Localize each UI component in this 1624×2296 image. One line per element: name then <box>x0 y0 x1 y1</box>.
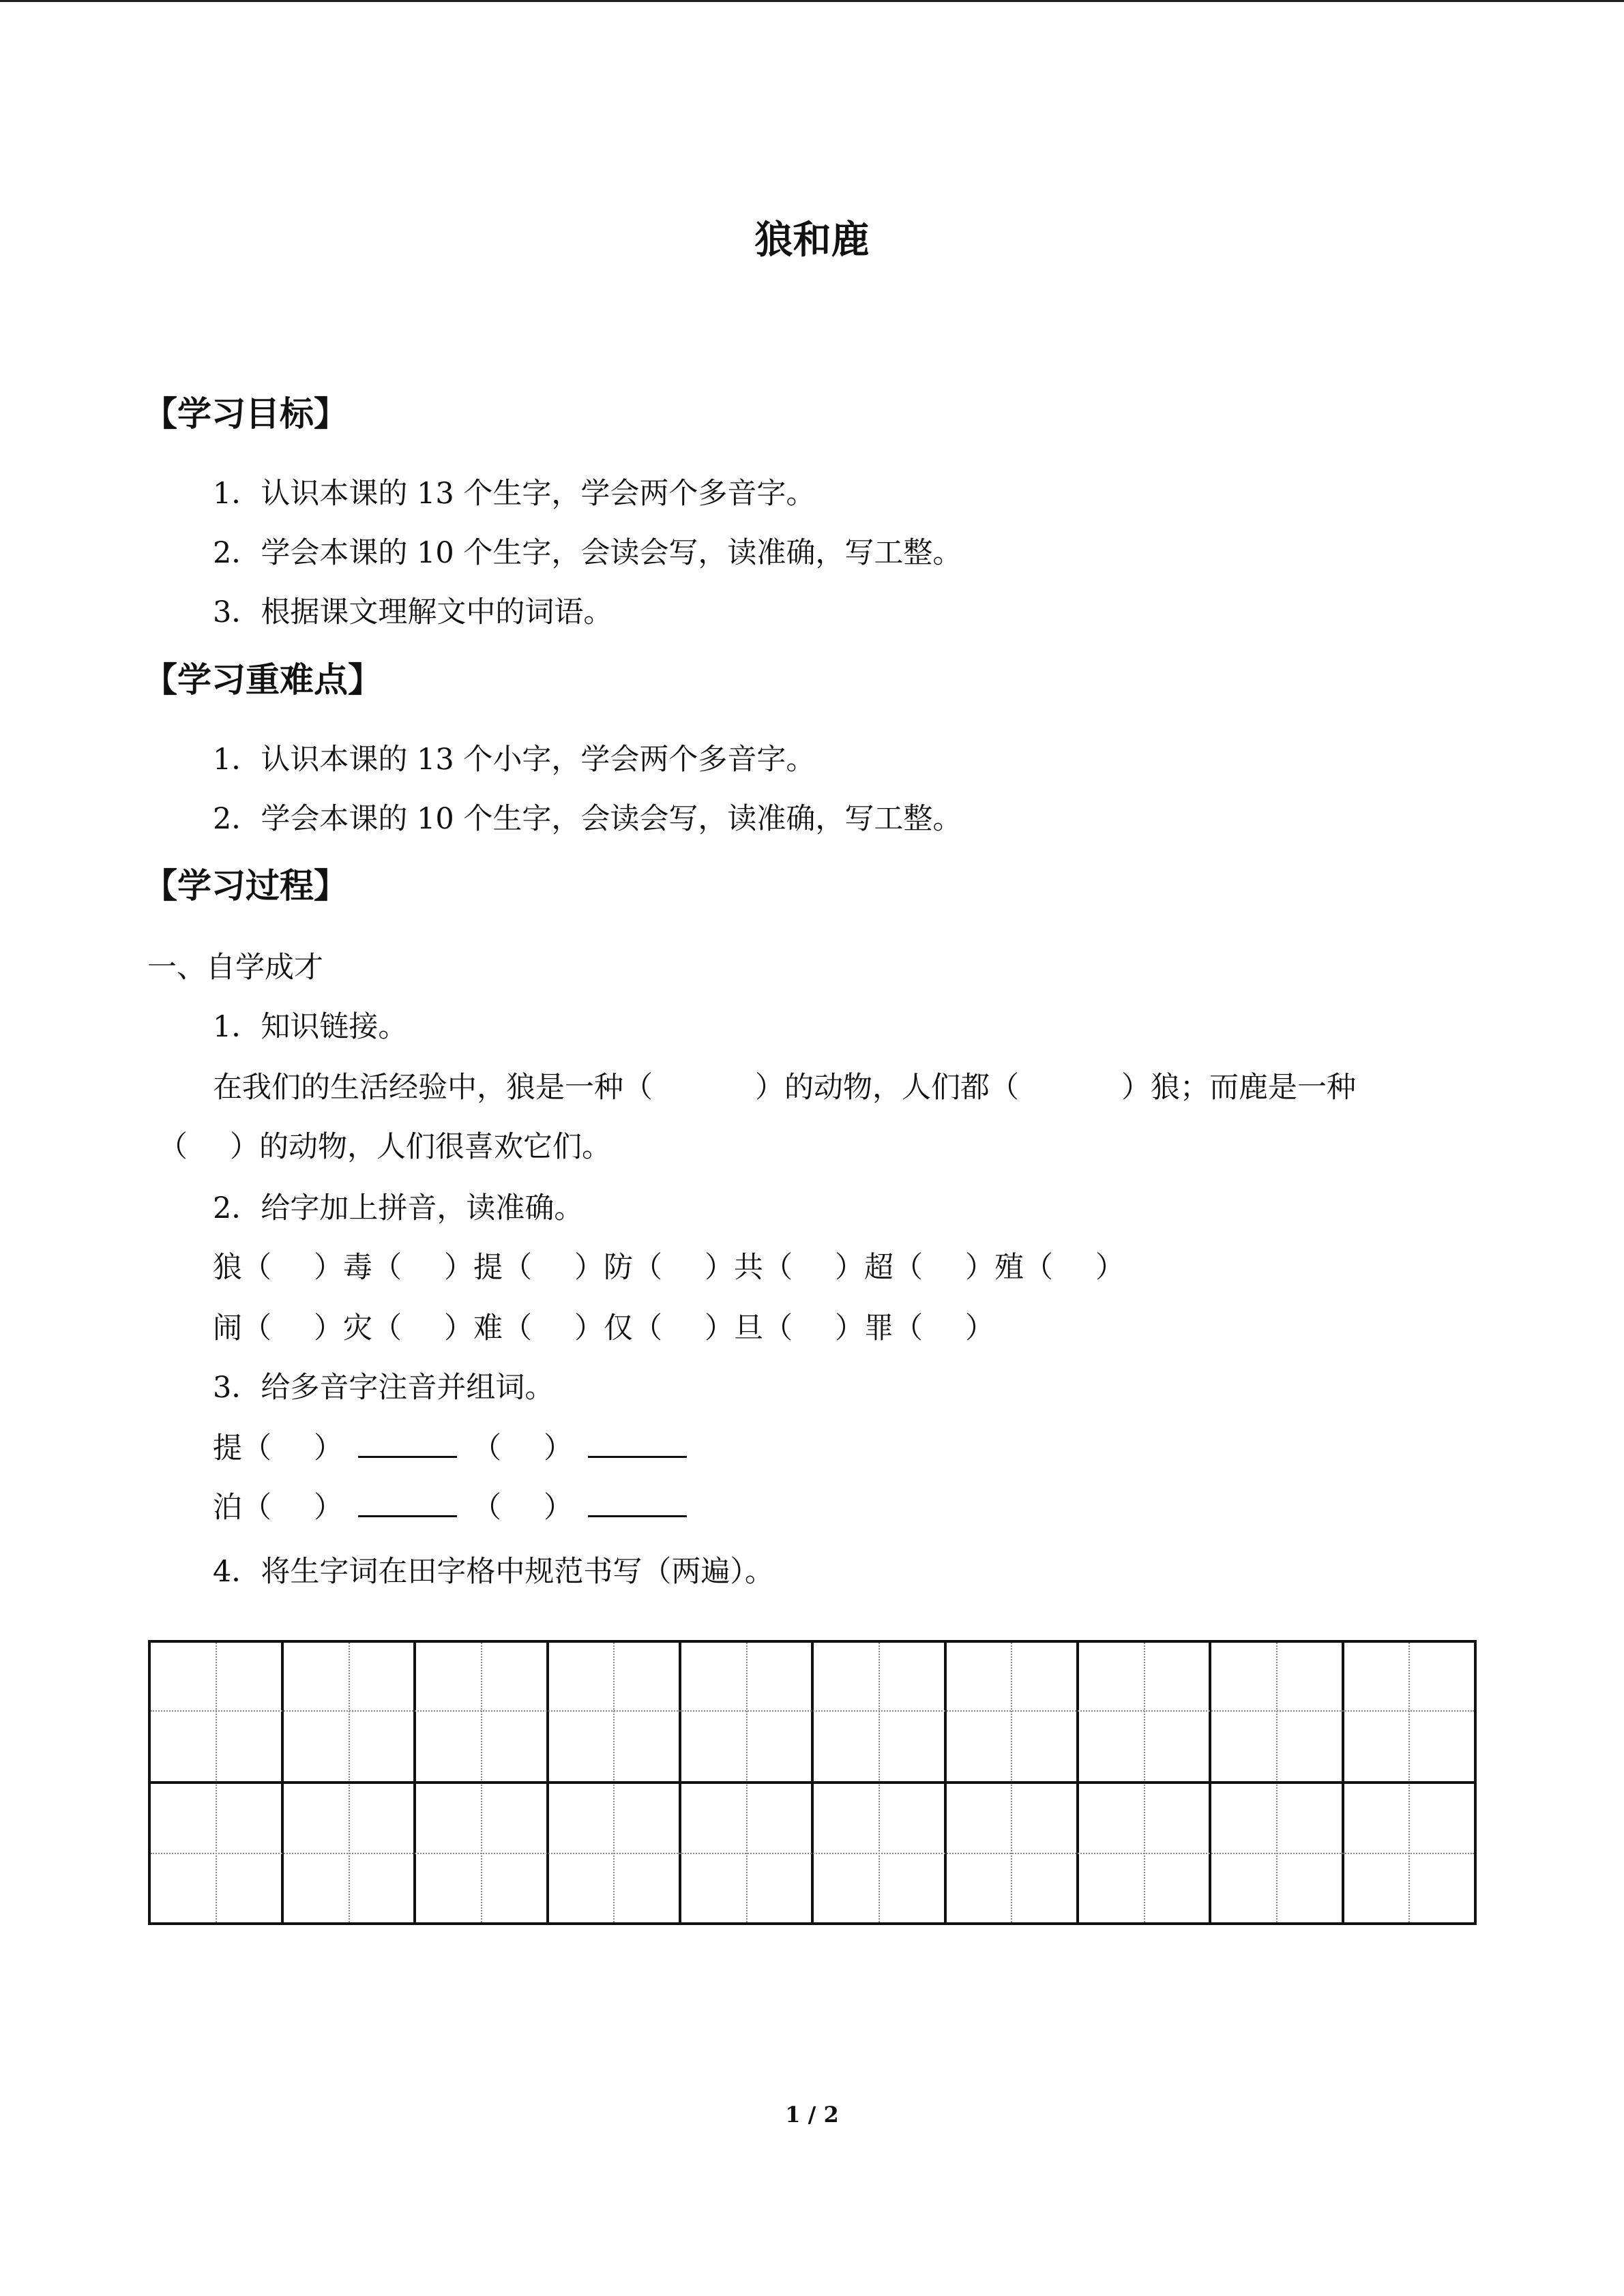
q3-row-1: 提（ ） （ ） <box>213 1428 687 1469</box>
word-blank[interactable] <box>358 1431 457 1458</box>
key-points-heading: 【学习重难点】 <box>143 660 382 700</box>
page-title: 狼和鹿 <box>754 218 870 263</box>
q1-label: 1．知识链接。 <box>213 1010 408 1044</box>
q3-row-2: 泊（ ） （ ） <box>213 1487 687 1528</box>
word-blank[interactable] <box>358 1491 457 1517</box>
q1-text-a: 在我们的生活经验中，狼是一种（ <box>213 1071 653 1105</box>
q2-row-2: 闹（ ）灾（ ）难（ ）仅（ ）旦（ ）罪（ ） <box>213 1311 994 1345</box>
q1-text-e: ）的动物，人们很喜欢它们。 <box>230 1130 611 1164</box>
q2-char: 防 <box>604 1251 633 1285</box>
q2-char: 狼 <box>213 1251 242 1285</box>
q4-label: 4．将生字词在田字格中规范书写（两遍）。 <box>213 1555 774 1589</box>
q1-text-b: ）的动物，人们都（ <box>755 1071 1019 1105</box>
q2-char: 殖 <box>994 1251 1024 1285</box>
top-border <box>0 0 1624 2</box>
goals-heading: 【学习目标】 <box>143 394 348 434</box>
q2-char: 超 <box>864 1251 894 1285</box>
goal-item-2: 2．学会本课的 10 个生字，会读会写，读准确，写工整。 <box>213 536 962 570</box>
q1-sentence-line2 <box>158 1127 611 1167</box>
q2-char: 罪 <box>864 1311 894 1345</box>
q3-char: 提 <box>213 1431 242 1465</box>
key-point-item-1: 1．认识本课的 13 个小字，学会两个多音字。 <box>213 743 816 777</box>
word-blank[interactable] <box>588 1491 687 1517</box>
q2-char: 灾 <box>343 1311 372 1345</box>
process-heading: 【学习过程】 <box>143 866 348 906</box>
tianzige-grid[interactable] <box>148 1640 1477 1925</box>
page-number: 1 / 2 <box>785 2102 839 2128</box>
q2-row-1: 狼（ ）毒（ ）提（ ）防（ ）共（ ）超（ ）殖（ ） <box>213 1251 1125 1285</box>
q1-text-d: （ <box>158 1130 188 1164</box>
q3-char: 泊 <box>213 1491 242 1525</box>
q2-char: 共 <box>734 1251 763 1285</box>
q1-text-c: ）狼；而鹿是一种 <box>1121 1071 1356 1105</box>
goal-item-1: 1．认识本课的 13 个生字，学会两个多音字。 <box>213 477 816 511</box>
q2-char: 毒 <box>343 1251 372 1285</box>
q2-char: 旦 <box>734 1311 763 1345</box>
q2-char: 提 <box>473 1251 503 1285</box>
q2-char: 闹 <box>213 1311 242 1345</box>
q2-label: 2．给字加上拼音，读准确。 <box>213 1191 584 1225</box>
word-blank[interactable] <box>588 1431 687 1458</box>
q1-sentence-line1 <box>213 1067 1356 1108</box>
q3-label: 3．给多音字注音并组词。 <box>213 1371 555 1405</box>
q2-char: 仅 <box>604 1311 633 1345</box>
q2-char: 难 <box>473 1311 503 1345</box>
goal-item-3: 3．根据课文理解文中的词语。 <box>213 595 613 629</box>
key-point-item-2: 2．学会本课的 10 个生字，会读会写，读准确，写工整。 <box>213 802 962 836</box>
part1-heading: 一、自学成才 <box>147 951 323 985</box>
